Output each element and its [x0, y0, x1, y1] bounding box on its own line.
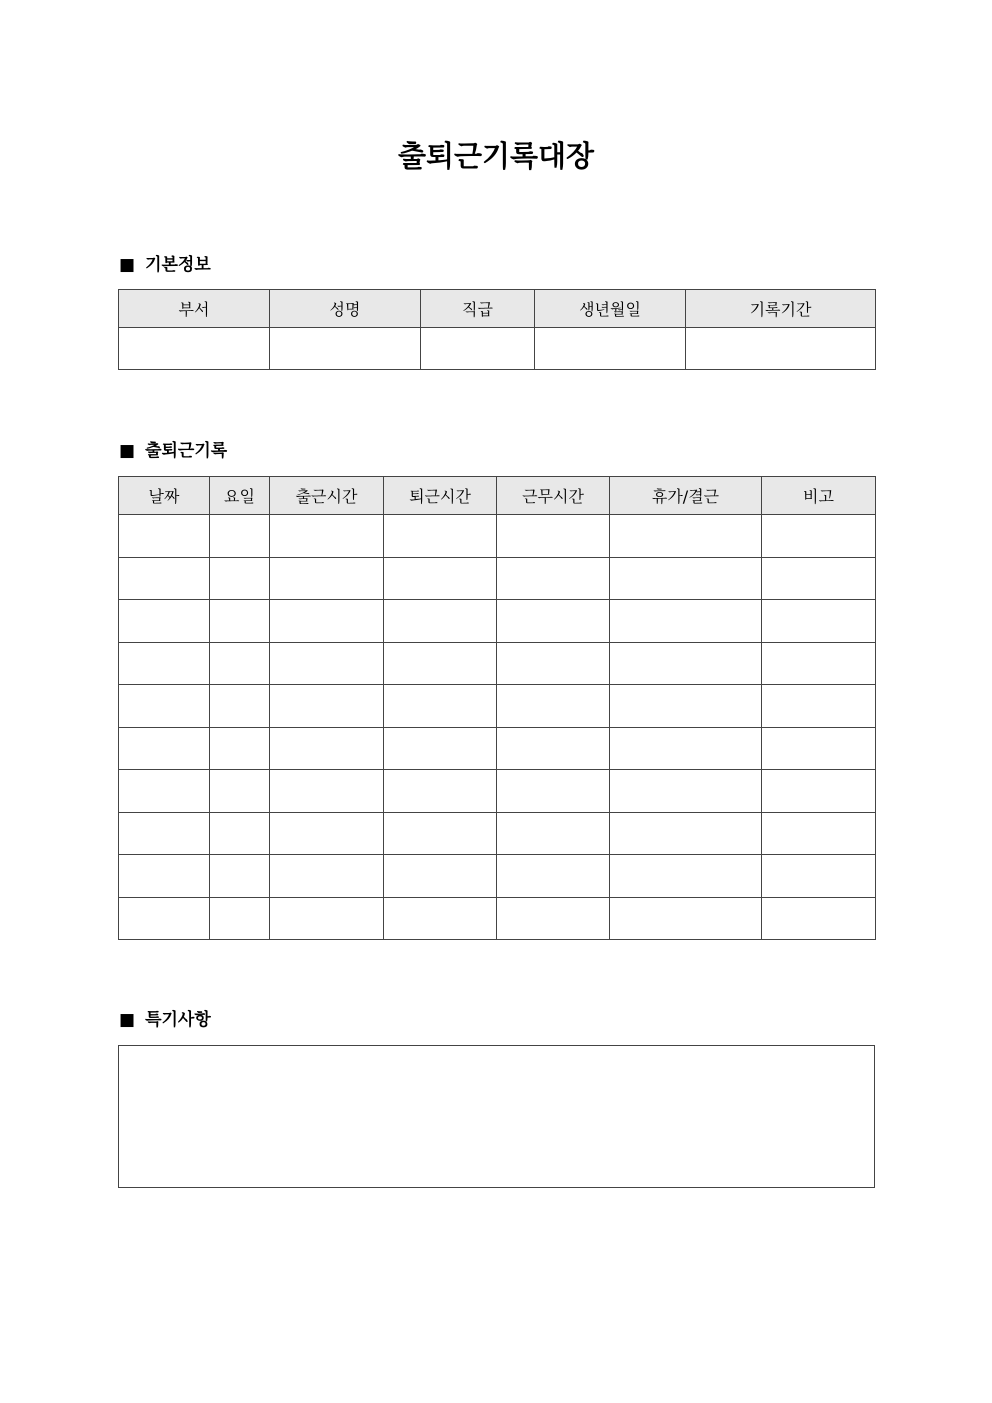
clock-out-cell[interactable]	[384, 642, 497, 685]
remarks-cell[interactable]	[762, 727, 876, 770]
section-heading-attendance	[119, 439, 227, 463]
work-hours-cell[interactable]	[497, 855, 610, 898]
table-row	[119, 600, 876, 643]
page-title: 출퇴근기록대장	[397, 139, 595, 173]
clock-in-cell[interactable]	[270, 770, 384, 813]
date-cell[interactable]	[119, 812, 210, 855]
leave-absence-cell[interactable]	[610, 515, 762, 558]
weekday-cell[interactable]	[210, 770, 270, 813]
department-field[interactable]	[119, 328, 270, 370]
work-hours-cell[interactable]	[497, 727, 610, 770]
leave-absence-cell[interactable]	[610, 897, 762, 940]
table-row	[119, 855, 876, 898]
clock-in-cell[interactable]	[270, 812, 384, 855]
clock-in-cell[interactable]	[270, 897, 384, 940]
clock-out-cell[interactable]	[384, 855, 497, 898]
weekday-cell[interactable]	[210, 897, 270, 940]
header-clock-in: 출근시간	[270, 477, 384, 515]
work-hours-cell[interactable]	[497, 812, 610, 855]
remarks-cell[interactable]	[762, 897, 876, 940]
position-field[interactable]	[421, 328, 535, 370]
clock-in-cell[interactable]	[270, 642, 384, 685]
header-date: 날짜	[119, 477, 210, 515]
clock-out-cell[interactable]	[384, 685, 497, 728]
clock-in-cell[interactable]	[270, 855, 384, 898]
header-remarks: 비고	[762, 477, 876, 515]
work-hours-cell[interactable]	[497, 642, 610, 685]
header-record-period: 기록기간	[686, 290, 876, 328]
work-hours-cell[interactable]	[497, 897, 610, 940]
leave-absence-cell[interactable]	[610, 557, 762, 600]
birthdate-field[interactable]	[535, 328, 686, 370]
header-birthdate: 생년월일	[535, 290, 686, 328]
weekday-cell[interactable]	[210, 727, 270, 770]
header-position: 직급	[421, 290, 535, 328]
table-header-row	[119, 290, 876, 328]
clock-in-cell[interactable]	[270, 557, 384, 600]
work-hours-cell[interactable]	[497, 770, 610, 813]
table-row	[119, 727, 876, 770]
header-name: 성명	[270, 290, 421, 328]
work-hours-cell[interactable]	[497, 600, 610, 643]
remarks-cell[interactable]	[762, 600, 876, 643]
weekday-cell[interactable]	[210, 685, 270, 728]
table-row	[119, 770, 876, 813]
leave-absence-cell[interactable]	[610, 600, 762, 643]
table-row	[119, 812, 876, 855]
date-cell[interactable]	[119, 727, 210, 770]
weekday-cell[interactable]	[210, 557, 270, 600]
square-bullet-icon: ■	[119, 1010, 136, 1030]
remarks-cell[interactable]	[762, 515, 876, 558]
remarks-cell[interactable]	[762, 855, 876, 898]
header-department: 부서	[119, 290, 270, 328]
table-row	[119, 685, 876, 728]
weekday-cell[interactable]	[210, 855, 270, 898]
work-hours-cell[interactable]	[497, 515, 610, 558]
section-title: 특기사항	[145, 1010, 211, 1030]
attendance-body	[119, 515, 876, 940]
work-hours-cell[interactable]	[497, 557, 610, 600]
section-heading-basic-info	[119, 253, 211, 277]
remarks-cell[interactable]	[762, 557, 876, 600]
name-field[interactable]	[270, 328, 421, 370]
clock-out-cell[interactable]	[384, 770, 497, 813]
section-title: 기본정보	[145, 255, 211, 275]
weekday-cell[interactable]	[210, 642, 270, 685]
date-cell[interactable]	[119, 685, 210, 728]
record-period-field[interactable]	[686, 328, 876, 370]
header-clock-out: 퇴근시간	[384, 477, 497, 515]
table-row	[119, 328, 876, 370]
leave-absence-cell[interactable]	[610, 642, 762, 685]
table-row	[119, 557, 876, 600]
attendance-table	[118, 476, 876, 940]
leave-absence-cell[interactable]	[610, 685, 762, 728]
header-weekday: 요일	[210, 477, 270, 515]
remarks-cell[interactable]	[762, 770, 876, 813]
remarks-cell[interactable]	[762, 812, 876, 855]
date-cell[interactable]	[119, 515, 210, 558]
remarks-cell[interactable]	[762, 642, 876, 685]
leave-absence-cell[interactable]	[610, 727, 762, 770]
header-work-hours: 근무시간	[497, 477, 610, 515]
section-heading-notes	[119, 1008, 211, 1032]
header-leave-absence: 휴가/결근	[610, 477, 762, 515]
remarks-cell[interactable]	[762, 685, 876, 728]
clock-out-cell[interactable]	[384, 812, 497, 855]
clock-in-cell[interactable]	[270, 727, 384, 770]
clock-out-cell[interactable]	[384, 727, 497, 770]
date-cell[interactable]	[119, 897, 210, 940]
table-row	[119, 897, 876, 940]
clock-in-cell[interactable]	[270, 685, 384, 728]
date-cell[interactable]	[119, 770, 210, 813]
date-cell[interactable]	[119, 600, 210, 643]
leave-absence-cell[interactable]	[610, 812, 762, 855]
clock-out-cell[interactable]	[384, 897, 497, 940]
basic-info-table	[118, 289, 876, 370]
square-bullet-icon: ■	[119, 255, 136, 275]
clock-in-cell[interactable]	[270, 600, 384, 643]
weekday-cell[interactable]	[210, 600, 270, 643]
weekday-cell[interactable]	[210, 812, 270, 855]
work-hours-cell[interactable]	[497, 685, 610, 728]
clock-in-cell[interactable]	[270, 515, 384, 558]
date-cell[interactable]	[119, 855, 210, 898]
date-cell[interactable]	[119, 642, 210, 685]
notes-box[interactable]	[118, 1045, 875, 1188]
weekday-cell[interactable]	[210, 515, 270, 558]
clock-out-cell[interactable]	[384, 515, 497, 558]
table-header-row	[119, 477, 876, 515]
clock-out-cell[interactable]	[384, 557, 497, 600]
date-cell[interactable]	[119, 557, 210, 600]
leave-absence-cell[interactable]	[610, 770, 762, 813]
table-row	[119, 515, 876, 558]
section-title: 출퇴근기록	[145, 441, 228, 461]
table-row	[119, 642, 876, 685]
square-bullet-icon: ■	[119, 441, 136, 461]
clock-out-cell[interactable]	[384, 600, 497, 643]
leave-absence-cell[interactable]	[610, 855, 762, 898]
